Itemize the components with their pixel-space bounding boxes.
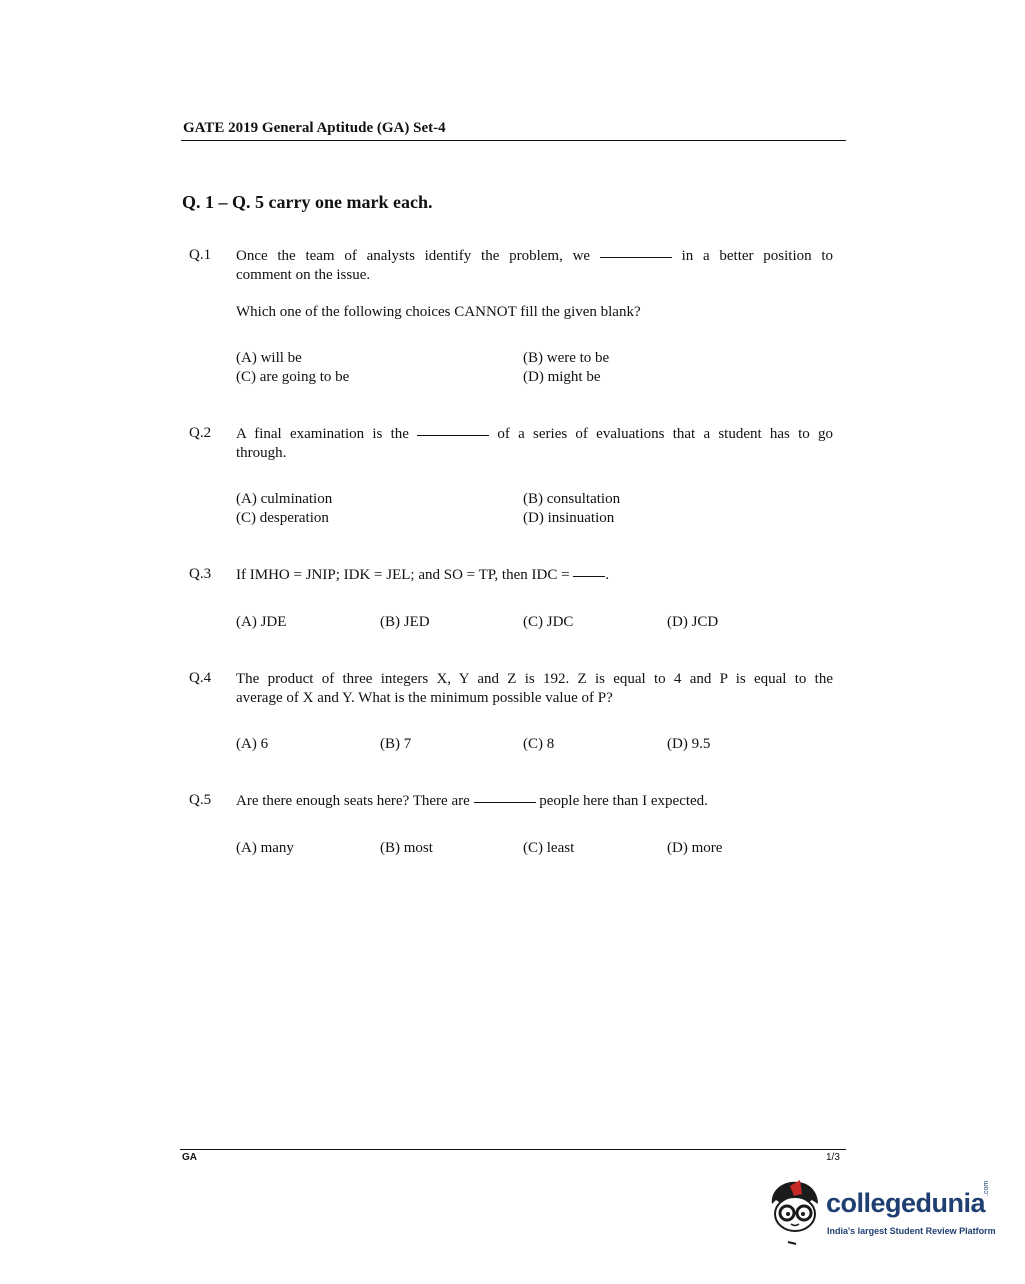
answer-blank bbox=[417, 435, 489, 436]
section-title: Q. 1 – Q. 5 carry one mark each. bbox=[182, 192, 433, 212]
question-text-line: average of X and Y. What is the minimum possible value of P? bbox=[236, 690, 613, 706]
option-b: (B) JED bbox=[380, 614, 430, 630]
option-d: (D) 9.5 bbox=[667, 736, 711, 752]
option-a: (A) JDE bbox=[236, 614, 287, 630]
option-c: (C) least bbox=[523, 840, 575, 856]
question-number: Q.2 bbox=[189, 425, 212, 441]
option-d: (D) more bbox=[667, 840, 723, 856]
option-c: (C) 8 bbox=[523, 736, 555, 752]
question-text-line: If IMHO = JNIP; IDK = JEL; and SO = TP, then IDC = . bbox=[236, 567, 610, 583]
question-text-line: comment on the issue. bbox=[236, 267, 371, 283]
collegedunia-logo bbox=[766, 1178, 996, 1248]
option-d: (D) insinuation bbox=[523, 510, 615, 526]
answer-blank bbox=[600, 257, 672, 258]
option-b: (B) were to be bbox=[523, 350, 610, 366]
answer-blank bbox=[474, 802, 536, 803]
question-number: Q.4 bbox=[189, 670, 212, 686]
option-b: (B) most bbox=[380, 840, 433, 856]
option-d: (D) might be bbox=[523, 369, 601, 385]
header-title: GATE 2019 General Aptitude (GA) Set-4 bbox=[183, 120, 446, 136]
question-text-line: Once the team of analysts identify the problem, we in a better position to bbox=[236, 248, 834, 264]
question-number: Q.3 bbox=[189, 566, 212, 582]
option-c: (C) are going to be bbox=[236, 369, 350, 385]
mascot-icon bbox=[766, 1178, 826, 1248]
question-number: Q.1 bbox=[189, 247, 212, 263]
option-d: (D) JCD bbox=[667, 614, 719, 630]
footer-rule bbox=[180, 1149, 846, 1150]
question-number: Q.5 bbox=[189, 792, 212, 808]
brand-name: collegedunia bbox=[826, 1188, 986, 1218]
page-number: 1/3 bbox=[826, 1152, 840, 1163]
question-text-line: Are there enough seats here? There are people here than I expected. bbox=[236, 793, 708, 809]
option-a: (A) 6 bbox=[236, 736, 269, 752]
question-text-line: The product of three integers X, Y and Z is 192. Z is equal to 4 and P is equal to the bbox=[236, 671, 833, 687]
option-a: (A) many bbox=[236, 840, 294, 856]
footer-label: GA bbox=[182, 1152, 197, 1163]
brand-suffix: .com bbox=[983, 1180, 990, 1196]
header-rule bbox=[181, 140, 846, 141]
question-prompt: Which one of the following choices CANNOT fill the given blank? bbox=[236, 304, 641, 320]
option-c: (C) desperation bbox=[236, 510, 329, 526]
option-c: (C) JDC bbox=[523, 614, 574, 630]
question-text-line: A final examination is the of a series of evaluations that a student has to go bbox=[236, 426, 834, 442]
question-text-line: through. bbox=[236, 445, 287, 461]
answer-blank bbox=[573, 576, 605, 577]
option-a: (A) culmination bbox=[236, 491, 333, 507]
option-b: (B) consultation bbox=[523, 491, 621, 507]
brand-tagline: India's largest Student Review Platform bbox=[827, 1226, 996, 1236]
option-b: (B) 7 bbox=[380, 736, 412, 752]
option-a: (A) will be bbox=[236, 350, 302, 366]
